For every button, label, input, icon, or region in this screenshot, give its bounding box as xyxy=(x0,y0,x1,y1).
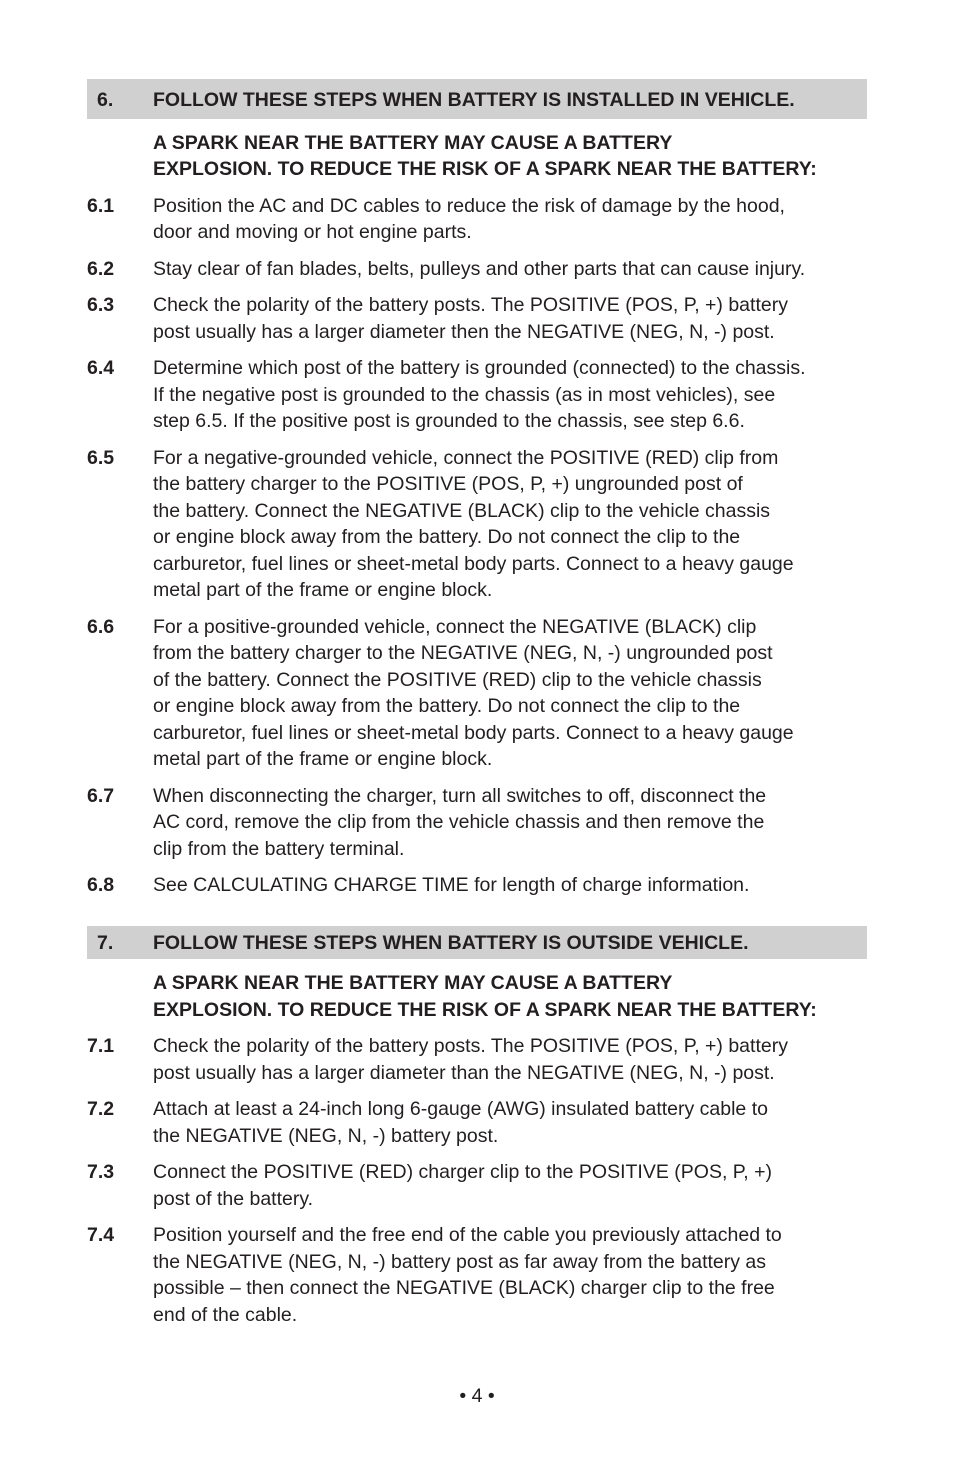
step-text: For a positive-grounded vehicle, connect the NEGATIVE (BLACK) clip from the battery charger to the NEGATIVE (NEG, N, -) ungrounded post of the battery. Connect the POSITIVE (RED) clip to the vehicle chassis or engine block away from the battery. Do not connect the clip to the carburetor, fuel lines or sheet-metal body parts. Connect to a heavy gauge metal part of the frame or engine block. xyxy=(153,615,794,770)
step-number: 6.1 xyxy=(87,194,115,217)
step-text: Stay clear of fan blades, belts, pulleys and other parts that can cause injury. xyxy=(153,257,806,280)
step-6-5 xyxy=(87,445,867,604)
section-header xyxy=(87,79,867,119)
step-7-2 xyxy=(87,1096,867,1149)
step-number: 6.4 xyxy=(87,357,115,379)
step-number: 7.4 xyxy=(87,1224,115,1246)
section-number: 6. xyxy=(97,89,114,111)
step-number: 6.3 xyxy=(87,294,115,316)
step-text: Position the AC and DC cables to reduce the risk of damage by the hood, door and moving or hot engine parts. xyxy=(153,194,785,243)
step-6-6 xyxy=(87,614,867,773)
spark-warning: A SPARK NEAR THE BATTERY MAY CAUSE A BATTERY EXPLOSION. TO REDUCE THE RISK OF A SPARK NEAR THE BATTERY: xyxy=(153,131,817,180)
step-6-2 xyxy=(87,256,867,283)
step-text: Connect the POSITIVE (RED) charger clip to the POSITIVE (POS, P, +) post of the battery. xyxy=(153,1161,773,1210)
step-text: Check the polarity of the battery posts. The POSITIVE (POS, P, +) battery post usually has a larger diameter than the NEGATIVE (NEG, N, -) post. xyxy=(153,1035,788,1084)
step-text: Position yourself and the free end of the cable you previously attached to the NEGATIVE (NEG, N, -) battery post as far away from the battery as possible – then connect the NEGATIVE (BLACK) charger clip to the free end of the cable. xyxy=(153,1224,782,1326)
step-6-1 xyxy=(87,193,867,246)
step-number: 6.5 xyxy=(87,446,115,469)
step-number: 6.2 xyxy=(87,257,115,280)
step-number: 7.2 xyxy=(87,1098,115,1120)
section-6 xyxy=(87,79,867,899)
step-number: 6.6 xyxy=(87,615,115,638)
spark-warning: A SPARK NEAR THE BATTERY MAY CAUSE A BATTERY EXPLOSION. TO REDUCE THE RISK OF A SPARK NEAR THE BATTERY: xyxy=(153,972,817,1021)
step-6-7 xyxy=(87,783,867,863)
step-7-4 xyxy=(87,1222,867,1328)
step-text: Attach at least a 24-inch long 6-gauge (AWG) insulated battery cable to the NEGATIVE (NEG, N, -) battery post. xyxy=(153,1098,768,1147)
section-title: FOLLOW THESE STEPS WHEN BATTERY IS INSTALLED IN VEHICLE. xyxy=(153,89,795,111)
step-number: 6.7 xyxy=(87,784,115,807)
manual-page xyxy=(87,79,867,1328)
step-text: When disconnecting the charger, turn all switches to off, disconnect the AC cord, remove the clip from the vehicle chassis and then remove the clip from the battery terminal. xyxy=(153,784,767,860)
step-number: 7.1 xyxy=(87,1035,115,1057)
step-7-3 xyxy=(87,1159,867,1212)
step-text: For a negative-grounded vehicle, connect the POSITIVE (RED) clip from the battery charger to the POSITIVE (POS, P, +) ungrounded post of the battery. Connect the NEGATIVE (BLACK) clip to the vehicle chassis or engine block away from the battery. Do not connect the clip to the carburetor, fuel lines or sheet-metal body parts. Connect to a heavy gauge metal part of the frame or engine block. xyxy=(153,446,794,601)
step-number: 7.3 xyxy=(87,1161,115,1183)
step-6-8 xyxy=(87,872,867,899)
section-header xyxy=(87,926,867,960)
step-7-1 xyxy=(87,1033,867,1086)
step-text: See CALCULATING CHARGE TIME for length of charge information. xyxy=(153,874,750,896)
section-title: FOLLOW THESE STEPS WHEN BATTERY IS OUTSIDE VEHICLE. xyxy=(153,931,749,954)
section-number: 7. xyxy=(97,931,114,954)
page-number: • 4 • xyxy=(459,1385,495,1407)
step-6-3 xyxy=(87,292,867,345)
step-text: Check the polarity of the battery posts. The POSITIVE (POS, P, +) battery post usually has a larger diameter then the NEGATIVE (NEG, N, -) post. xyxy=(153,294,788,343)
step-6-4 xyxy=(87,355,867,435)
step-text: Determine which post of the battery is grounded (connected) to the chassis. If the negative post is grounded to the chassis (as in most vehicles), see step 6.5. If the positive post is grounded to the chassis, see step 6.6. xyxy=(153,357,806,432)
section-7 xyxy=(87,926,867,1329)
step-number: 6.8 xyxy=(87,874,115,896)
